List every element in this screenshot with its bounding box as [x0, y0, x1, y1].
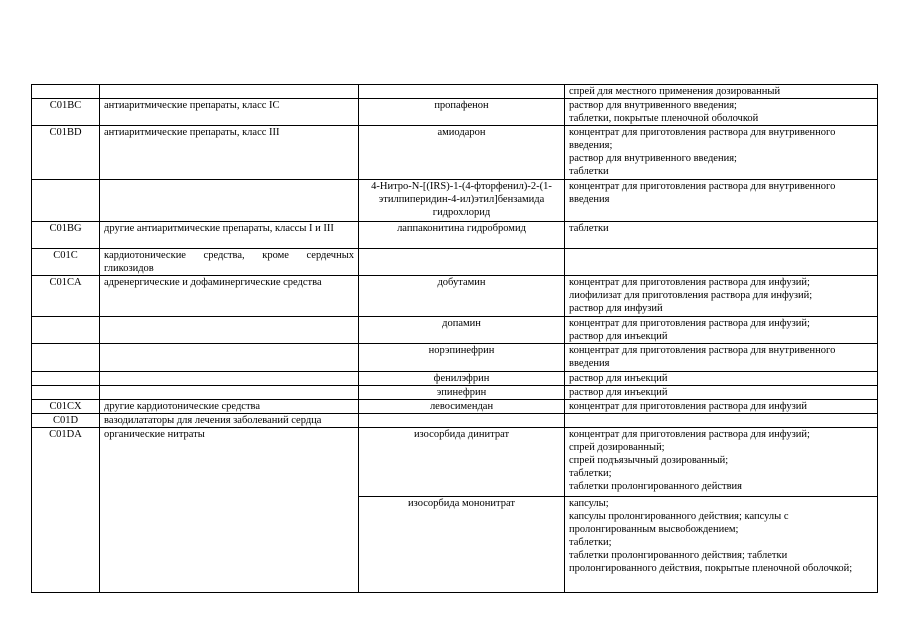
- dosage-form-cell: [565, 85, 878, 99]
- atc-code-cell: C01CA: [32, 276, 100, 317]
- dosage-form-line: концентрат для приготовления раствора для инфузий: [569, 401, 807, 412]
- dosage-form-line: спрей подъязычный дозированный;: [569, 455, 729, 466]
- table-row: [32, 372, 878, 386]
- dosage-form-line: таблетки пролонгированного действия: [569, 481, 742, 492]
- dosage-form-line: концентрат для приготовления раствора для внутривенного введения: [569, 181, 836, 205]
- group-name-cell: другие кардиотонические средства: [100, 400, 359, 414]
- drug-name-cell: 4-Нитро-N-[(IRS)-1-(4-фторфенил)-2-(1-этилпиперидин-4-ил)этил]бензамида гидрохлорид: [359, 180, 565, 222]
- drug-name-cell: амиодарон: [359, 126, 565, 180]
- table-row: [32, 414, 878, 428]
- dosage-form-line: концентрат для приготовления раствора для внутривенного введения: [569, 345, 836, 369]
- dosage-form-cell: [565, 222, 878, 249]
- group-name-cell: адренергические и дофаминергические средства: [100, 276, 359, 317]
- dosage-form-cell: [565, 400, 878, 414]
- dosage-form-cell: [565, 249, 878, 276]
- drug-name-cell: [359, 85, 565, 99]
- dosage-form-line: раствор для инъекций: [569, 373, 668, 384]
- group-name-cell: [100, 85, 359, 99]
- atc-code-cell: C01CX: [32, 400, 100, 414]
- dosage-form-line: таблетки;: [569, 537, 612, 548]
- table-row: [32, 400, 878, 414]
- atc-code-cell: [32, 386, 100, 400]
- dosage-form-cell: [565, 428, 878, 497]
- dosage-form-cell: [565, 99, 878, 126]
- dosage-form-cell: [565, 386, 878, 400]
- drug-name-cell: эпинефрин: [359, 386, 565, 400]
- dosage-form-line: капсулы;: [569, 498, 609, 509]
- group-name-cell: органические нитраты: [100, 428, 359, 593]
- table-row: [32, 249, 878, 276]
- table-row: [32, 126, 878, 180]
- dosage-form-line: капсулы пролонгированного действия; капсулы с пролонгированным высвобождением;: [569, 511, 789, 535]
- group-name-cell: другие антиаритмические препараты, классы I и III: [100, 222, 359, 249]
- dosage-form-line: раствор для инфузий: [569, 303, 663, 314]
- dosage-form-line: спрей для местного применения дозированный: [569, 86, 781, 97]
- dosage-form-line: раствор для внутривенного введения;: [569, 100, 737, 111]
- dosage-form-line: раствор для инъекций: [569, 387, 668, 398]
- table-row: [32, 222, 878, 249]
- group-name-cell: антиаритмические препараты, класс IC: [100, 99, 359, 126]
- dosage-form-cell: [565, 344, 878, 372]
- drug-name-cell: левосимендан: [359, 400, 565, 414]
- atc-code-cell: C01DA: [32, 428, 100, 593]
- drug-name-cell: [359, 414, 565, 428]
- dosage-form-line: таблетки: [569, 223, 609, 234]
- table-row: [32, 344, 878, 372]
- group-name-cell: вазодилататоры для лечения заболеваний сердца: [100, 414, 359, 428]
- atc-code-cell: [32, 344, 100, 372]
- table-row: [32, 317, 878, 344]
- dosage-form-cell: [565, 372, 878, 386]
- atc-code-cell: C01BD: [32, 126, 100, 180]
- atc-code-cell: [32, 317, 100, 344]
- dosage-form-cell: [565, 497, 878, 593]
- dosage-form-line: концентрат для приготовления раствора для инфузий;: [569, 318, 810, 329]
- drug-name-cell: норэпинефрин: [359, 344, 565, 372]
- atc-code-cell: C01D: [32, 414, 100, 428]
- table-row: [32, 276, 878, 317]
- dosage-form-line: таблетки, покрытые пленочной оболочкой: [569, 113, 759, 124]
- drug-name-cell: лаппаконитина гидробромид: [359, 222, 565, 249]
- dosage-form-line: лиофилизат для приготовления раствора для инфузий;: [569, 290, 813, 301]
- group-name-cell: [100, 317, 359, 344]
- dosage-form-line: спрей дозированный;: [569, 442, 665, 453]
- dosage-form-line: концентрат для приготовления раствора для внутривенного введения;: [569, 127, 836, 151]
- table-row: [32, 99, 878, 126]
- atc-code-cell: [32, 372, 100, 386]
- dosage-form-line: таблетки;: [569, 468, 612, 479]
- dosage-form-line: таблетки: [569, 166, 609, 177]
- dosage-form-cell: [565, 126, 878, 180]
- atc-code-cell: C01BC: [32, 99, 100, 126]
- drug-name-cell: фенилэфрин: [359, 372, 565, 386]
- drug-name-cell: [359, 249, 565, 276]
- drug-name-cell: допамин: [359, 317, 565, 344]
- dosage-form-line: концентрат для приготовления раствора для инфузий;: [569, 277, 810, 288]
- dosage-form-cell: [565, 180, 878, 222]
- group-name-cell: [100, 344, 359, 372]
- dosage-form-line: концентрат для приготовления раствора для инфузий;: [569, 429, 810, 440]
- table-row: [32, 386, 878, 400]
- group-name-cell: антиаритмические препараты, класс III: [100, 126, 359, 180]
- atc-code-cell: [32, 85, 100, 99]
- drug-name-cell: пропафенон: [359, 99, 565, 126]
- dosage-form-cell: [565, 317, 878, 344]
- group-name-cell: [100, 386, 359, 400]
- table-row: [32, 85, 878, 99]
- group-name-cell: [100, 372, 359, 386]
- drug-name-cell: изосорбида мононитрат: [359, 497, 565, 593]
- dosage-form-line: раствор для внутривенного введения;: [569, 153, 737, 164]
- table-row: [32, 180, 878, 222]
- dosage-form-line: таблетки пролонгированного действия; таблетки пролонгированного действия, покрытые пленочной оболочкой;: [569, 550, 853, 574]
- drug-classification-table: [31, 84, 878, 593]
- atc-code-cell: [32, 180, 100, 222]
- group-name-cell: [100, 180, 359, 222]
- group-name-cell: кардиотонические средства, кроме сердечных гликозидов: [100, 249, 359, 276]
- atc-code-cell: C01C: [32, 249, 100, 276]
- dosage-form-line: раствор для инъекций: [569, 331, 668, 342]
- atc-code-cell: C01BG: [32, 222, 100, 249]
- drug-name-cell: добутамин: [359, 276, 565, 317]
- dosage-form-cell: [565, 414, 878, 428]
- dosage-form-cell: [565, 276, 878, 317]
- drug-name-cell: изосорбида динитрат: [359, 428, 565, 497]
- table-row: [32, 428, 878, 497]
